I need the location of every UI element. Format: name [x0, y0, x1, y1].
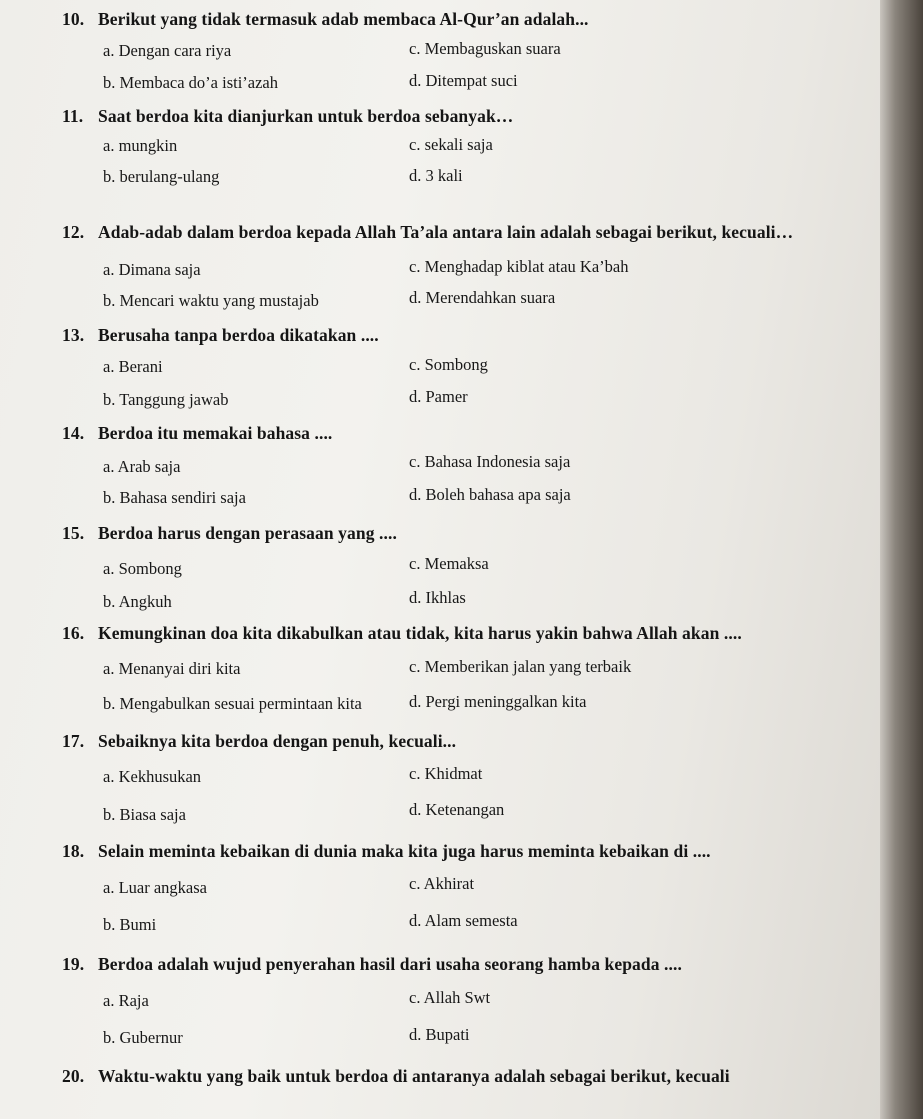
- option-b: b. Membaca do’a isti’azah: [103, 73, 279, 92]
- question-text: Berusaha tanpa berdoa dikatakan ....: [98, 325, 379, 345]
- option-b: b. Angkuh: [103, 592, 172, 611]
- option-c: c. Akhirat: [409, 874, 475, 893]
- question-13: [62, 325, 379, 346]
- question-number: 18.: [62, 841, 85, 861]
- option-b: b. Bumi: [103, 915, 157, 934]
- question-12: [62, 222, 793, 243]
- option-d: d. Alam semesta: [409, 911, 518, 930]
- option-c: c. Bahasa Indonesia saja: [409, 452, 571, 471]
- option-d: d. Ikhlas: [409, 588, 466, 607]
- option-d: d. Ditempat suci: [409, 71, 518, 90]
- question-number: 16.: [62, 623, 85, 643]
- question-text: Sebaiknya kita berdoa dengan penuh, kecuali...: [98, 731, 457, 751]
- question-number: 14.: [62, 423, 85, 443]
- question-text: Berikut yang tidak termasuk adab membaca Al-Qur’an adalah...: [98, 9, 589, 29]
- question-text: Selain meminta kebaikan di dunia maka kita juga harus meminta kebaikan di ....: [98, 841, 711, 861]
- option-b: b. Bahasa sendiri saja: [103, 488, 246, 507]
- option-d: d. Boleh bahasa apa saja: [409, 485, 571, 504]
- question-number: 17.: [62, 731, 85, 751]
- question-14: [62, 423, 332, 444]
- page-shadow-edge: [880, 0, 923, 1119]
- question-18: [62, 841, 711, 862]
- question-20: [62, 1066, 730, 1087]
- option-a: a. Luar angkasa: [103, 878, 207, 897]
- question-17: [62, 731, 456, 752]
- option-d: d. 3 kali: [409, 166, 463, 185]
- option-b: b. Gubernur: [103, 1028, 183, 1047]
- option-b: b. Mengabulkan sesuai permintaan kita: [103, 694, 362, 713]
- option-c: c. Membaguskan suara: [409, 39, 561, 58]
- option-a: a. Dimana saja: [103, 260, 201, 279]
- question-11: [62, 106, 513, 127]
- option-c: c. Menghadap kiblat atau Ka’bah: [409, 257, 629, 276]
- question-number: 11.: [62, 106, 84, 126]
- option-a: a. Berani: [103, 357, 163, 376]
- option-c: c. sekali saja: [409, 135, 493, 154]
- option-a: a. Raja: [103, 991, 149, 1010]
- option-c: c. Memberikan jalan yang terbaik: [409, 657, 632, 676]
- option-c: c. Sombong: [409, 355, 488, 374]
- question-number: 20.: [62, 1066, 85, 1086]
- option-c: c. Allah Swt: [409, 988, 491, 1007]
- question-text: Berdoa adalah wujud penyerahan hasil dari usaha seorang hamba kepada ....: [98, 954, 682, 974]
- option-a: a. Arab saja: [103, 457, 181, 476]
- question-19: [62, 954, 682, 975]
- option-b: b. berulang-ulang: [103, 167, 220, 186]
- option-d: d. Bupati: [409, 1025, 470, 1044]
- option-a: a. mungkin: [103, 136, 178, 155]
- question-10: [62, 9, 589, 30]
- option-a: a. Sombong: [103, 559, 182, 578]
- option-a: a. Kekhusukan: [103, 767, 202, 786]
- question-number: 15.: [62, 523, 85, 543]
- question-16: [62, 623, 742, 644]
- question-text: Berdoa harus dengan perasaan yang ....: [98, 523, 397, 543]
- option-d: d. Ketenangan: [409, 800, 505, 819]
- question-text: Berdoa itu memakai bahasa ....: [98, 423, 333, 443]
- question-number: 10.: [62, 9, 85, 29]
- option-b: b. Biasa saja: [103, 805, 186, 824]
- option-c: c. Khidmat: [409, 764, 483, 783]
- option-d: d. Pamer: [409, 387, 468, 406]
- question-number: 12.: [62, 222, 85, 242]
- option-d: d. Pergi meninggalkan kita: [409, 692, 587, 711]
- option-d: d. Merendahkan suara: [409, 288, 556, 307]
- question-text: Kemungkinan doa kita dikabulkan atau tidak, kita harus yakin bahwa Allah akan ....: [98, 623, 742, 643]
- option-a: a. Dengan cara riya: [103, 41, 232, 60]
- question-text: Adab-adab dalam berdoa kepada Allah Ta’ala antara lain adalah sebagai berikut, kecuali…: [98, 222, 794, 242]
- option-b: b. Mencari waktu yang mustajab: [103, 291, 319, 310]
- option-c: c. Memaksa: [409, 554, 489, 573]
- question-text: Waktu-waktu yang baik untuk berdoa di antaranya adalah sebagai berikut, kecuali: [98, 1066, 730, 1086]
- option-a: a. Menanyai diri kita: [103, 659, 241, 678]
- question-number: 19.: [62, 954, 85, 974]
- option-b: b. Tanggung jawab: [103, 390, 229, 409]
- question-text: Saat berdoa kita dianjurkan untuk berdoa sebanyak…: [98, 106, 514, 126]
- question-number: 13.: [62, 325, 85, 345]
- question-15: [62, 523, 397, 544]
